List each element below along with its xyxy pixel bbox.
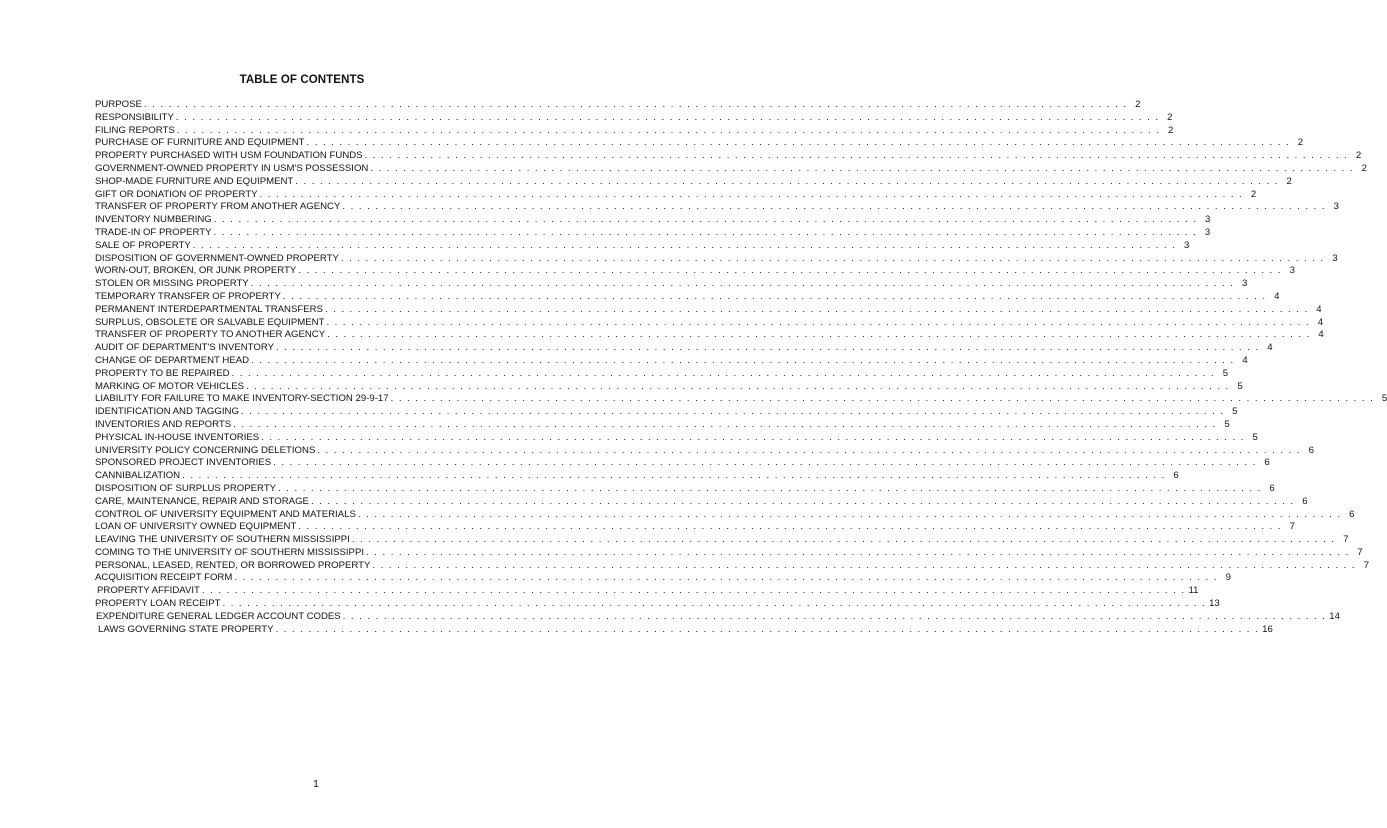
toc-entry-page: 2 xyxy=(1286,175,1292,187)
toc-entry-page: 9 xyxy=(1225,572,1231,584)
toc-entry-page: 5 xyxy=(1381,393,1387,405)
toc-entry-label: SALE OF PROPERTY xyxy=(95,239,191,251)
toc-entry xyxy=(95,406,1238,419)
toc-leader-dots: . . . . . . . . . . . . . . . . . . . . . . . . . . . . . . . . . . . . . . . . . . . . . . . . . . . . . . . . . . . . . . . . . . . . . . . . . . . . . . . . . . . . . . . . . . . . . . . . . . . . . . . . . . . . . . . . . . . . . . . . xyxy=(250,278,1235,290)
toc-entry xyxy=(95,175,1292,189)
toc-entry-label: SURPLUS, OBSOLETE OR SALVABLE EQUIPMENT xyxy=(95,316,325,328)
toc-entry xyxy=(95,111,1173,125)
toc-entry xyxy=(95,623,1273,637)
toc-leader-dots: . . . . . . . . . . . . . . . . . . . . . . . . . . . . . . . . . . . . . . . . . . . . . . . . . . . . . . . . . . . . . . . . . . . . . . . . . . . . . . . . . . . . . . . . . . . . . . . . . . . . . . . . . . . . . . . . . . . . . . . . xyxy=(366,546,1350,558)
toc-leader-dots: . . . . . . . . . . . . . . . . . . . . . . . . . . . . . . . . . . . . . . . . . . . . . . . . . . . . . . . . . . . . . . . . . . . . . . . . . . . . . . . . . . . . . . . . . . . . . . . . . . . . . . . . . . . . . . . . . . . . . . . . xyxy=(351,534,1336,546)
toc-entry-label: CONTROL OF UNIVERSITY EQUIPMENT AND MATERIALS xyxy=(95,508,356,520)
toc-entry-label: LOAN OF UNIVERSITY OWNED EQUIPMENT xyxy=(95,521,297,533)
toc-entry-page: 16 xyxy=(1262,623,1273,635)
toc-entry-page: 2 xyxy=(1361,162,1367,174)
toc-entry-label: INVENTORIES AND REPORTS xyxy=(95,418,232,430)
toc-entry-page: 6 xyxy=(1269,482,1275,494)
toc-entry-page: 2 xyxy=(1168,124,1174,136)
toc-entry-page: 2 xyxy=(1297,137,1304,149)
toc-entry xyxy=(95,546,1363,560)
toc-entry-label: CARE, MAINTENANCE, REPAIR AND STORAGE xyxy=(95,495,309,507)
toc-entry-page: 3 xyxy=(1184,239,1190,251)
toc-leader-dots: . . . . . . . . . . . . . . . . . . . . . . . . . . . . . . . . . . . . . . . . . . . . . . . . . . . . . . . . . . . . . . . . . . . . . . . . . . . . . . . . . . . . . . . . . . . . . . . . . . . . . . . . . . . . . . . . . . . . . . . . xyxy=(324,303,1309,315)
toc-leader-dots: . . . . . . . . . . . . . . . . . . . . . . . . . . . . . . . . . . . . . . . . . . . . . . . . . . . . . . . . . . . . . . . . . . . . . . . . . . . . . . . . . . . . . . . . . . . . . . . . . . . . . . . . . . . . . . . . . . . . . . . . xyxy=(298,521,1282,533)
toc-entry-page: 4 xyxy=(1317,316,1324,328)
toc-entry xyxy=(95,470,1179,483)
toc-leader-dots: . . . . . . . . . . . . . . . . . . . . . . . . . . . . . . . . . . . . . . . . . . . . . . . . . . . . . . . . . . . . . . . . . . . . . . . . . . . . . . . . . . . . . . . . . . . . . . . . . . . . . . . . . . . . . . . . . . . . . . . . xyxy=(246,380,1230,392)
toc-leader-dots: . . . . . . . . . . . . . . . . . . . . . . . . . . . . . . . . . . . . . . . . . . . . . . . . . . . . . . . . . . . . . . . . . . . . . . . . . . . . . . . . . . . . . . . . . . . . . . . . . . . . . . . . . . . . . . . . . . . . . . . . xyxy=(370,162,1354,174)
toc-entry-page: 5 xyxy=(1222,367,1229,379)
toc-leader-dots: . . . . . . . . . . . . . . . . . . . . . . . . . . . . . . . . . . . . . . . . . . . . . . . . . . . . . . . . . . . . . . . . . . . . . . . . . . . . . . . . . . . . . . . . . . . . . . . . . . . . . . . . . . . . . . . . . . . . . . . . xyxy=(327,329,1311,341)
toc-entry-page: 3 xyxy=(1241,278,1248,290)
toc-leader-dots: . . . . . . . . . . . . . . . . . . . . . . . . . . . . . . . . . . . . . . . . . . . . . . . . . . . . . . . . . . . . . . . . . . . . . . . . . . . . . . . . . . . . . . . . . . . . . . . . . . . . . . . . . . . . . . . . . . . . . . . . xyxy=(298,265,1282,277)
toc-entry xyxy=(95,444,1314,458)
toc-entry-label: SHOP-MADE FURNITURE AND EQUIPMENT xyxy=(95,175,294,187)
toc-entry-label: UNIVERSITY POLICY CONCERNING DELETIONS xyxy=(95,444,316,456)
toc-entry-label: SPONSORED PROJECT INVENTORIES xyxy=(95,457,272,469)
toc-entry-page: 6 xyxy=(1264,457,1270,469)
toc-entry xyxy=(95,418,1230,432)
toc-entry xyxy=(95,380,1243,394)
toc-entry-page: 4 xyxy=(1274,290,1280,302)
toc-entry-page: 7 xyxy=(1357,546,1363,558)
toc-entry xyxy=(95,559,1370,573)
toc-entry xyxy=(95,495,1308,509)
toc-entry-label: PERMANENT INTERDEPARTMENTAL TRANSFERS xyxy=(95,303,323,315)
toc-entry-page: 6 xyxy=(1349,508,1355,520)
toc-entry xyxy=(95,188,1257,202)
toc-leader-dots: . . . . . . . . . . . . . . . . . . . . . . . . . . . . . . . . . . . . . . . . . . . . . . . . . . . . . . . . . . . . . . . . . . . . . . . . . . . . . . . . . . . . . . . . . . . . . . . . . . . . . . . . . . . . . . . . . . . . . . . . xyxy=(340,252,1325,264)
toc-entry-page: 4 xyxy=(1318,329,1324,341)
toc-leader-dots: . . . . . . . . . . . . . . . . . . . . . . . . . . . . . . . . . . . . . . . . . . . . . . . . . . . . . . . . . . . . . . . . . . . . . . . . . . . . . . . . . . . . . . . . . . . . . . . . . . . . . . . . . . . . . . . . . . . . . . . . xyxy=(326,316,1311,328)
toc-entry xyxy=(95,585,1199,598)
toc-list xyxy=(95,99,1387,636)
toc-entry-label: PROPERTY TO BE REPAIRED xyxy=(95,367,230,379)
toc-entry-label: DISPOSITION OF SURPLUS PROPERTY xyxy=(95,482,277,494)
toc-entry-page: 5 xyxy=(1252,431,1258,443)
toc-leader-dots: . . . . . . . . . . . . . . . . . . . . . . . . . . . . . . . . . . . . . . . . . . . . . . . . . . . . . . . . . . . . . . . . . . . . . . . . . . . . . . . . . . . . . . . . . . . . . . . . . . . . . . . . . . . . . . . . . . . . . . . . xyxy=(259,188,1244,200)
toc-leader-dots: . . . . . . . . . . . . . . . . . . . . . . . . . . . . . . . . . . . . . . . . . . . . . . . . . . . . . . . . . . . . . . . . . . . . . . . . . . . . . . . . . . . . . . . . . . . . . . . . . . . . . . . . . . . . . . . . . . . . . . . . xyxy=(357,508,1342,520)
toc-entry-label: TRANSFER OF PROPERTY FROM ANOTHER AGENCY xyxy=(95,201,341,213)
toc-entry xyxy=(95,457,1270,470)
toc-entry-label: DISPOSITION OF GOVERNMENT-OWNED PROPERTY xyxy=(95,252,339,264)
toc-leader-dots: . . . . . . . . . . . . . . . . . . . . . . . . . . . . . . . . . . . . . . . . . . . . . . . . . . . . . . . . . . . . . . . . . . . . . . . . . . . . . . . . . . . . . . . . . . . . . . . . . . . . . . . . . . . . . . . . . . . . . . . . xyxy=(273,457,1257,469)
toc-entry xyxy=(95,572,1231,585)
toc-entry-label: INVENTORY NUMBERING xyxy=(95,214,212,226)
toc-entry-label: IDENTIFICATION AND TAGGING xyxy=(95,406,239,418)
toc-entry-page: 6 xyxy=(1308,444,1314,456)
toc-entry xyxy=(95,354,1248,368)
toc-entry-label: EXPENDITURE GENERAL LEDGER ACCOUNT CODES xyxy=(96,610,341,622)
toc-entry-page: 5 xyxy=(1224,418,1230,430)
toc-entry-page: 3 xyxy=(1204,226,1211,238)
toc-entry xyxy=(95,150,1362,163)
toc-entry-label: FILING REPORTS xyxy=(95,124,175,136)
toc-entry xyxy=(95,214,1211,227)
toc-leader-dots: . . . . . . . . . . . . . . . . . . . . . . . . . . . . . . . . . . . . . . . . . . . . . . . . . . . . . . . . . . . . . . . . . . . . . . . . . . . . . . . . . . . . . . . . . . . . . . . . . . . . . . . . . . . . . . . . . . . . . . . . xyxy=(306,137,1291,149)
toc-leader-dots: . . . . . . . . . . . . . . . . . . . . . . . . . . . . . . . . . . . . . . . . . . . . . . . . . . . . . . . . . . . . . . . . . . . . . . . . . . . . . . . . . . . . . . . . . . . . . . . . . . . . . . . . . . . . . . . . . . . . . . . . xyxy=(261,431,1245,443)
toc-entry xyxy=(95,482,1275,496)
toc-entry xyxy=(95,137,1304,150)
toc-entry xyxy=(95,316,1324,330)
toc-entry-label: PROPERTY LOAN RECEIPT xyxy=(95,598,221,610)
toc-leader-dots: . . . . . . . . . . . . . . . . . . . . . . . . . . . . . . . . . . . . . . . . . . . . . . . . . . . . . . . . . . . . . . . . . . . . . . . . . . . . . . . . . . . . . . . . . . . . . . . . . . . . . . . . . . . . . . . . . . . . . . . . xyxy=(310,495,1295,507)
toc-entry-label: CANNIBALIZATION xyxy=(95,470,181,482)
toc-entry-label: PURPOSE xyxy=(95,99,142,110)
toc-entry-page: 5 xyxy=(1232,406,1238,418)
toc-entry-label: GIFT OR DONATION OF PROPERTY xyxy=(95,188,258,200)
toc-entry-page: 13 xyxy=(1209,598,1220,610)
toc-entry xyxy=(95,265,1295,278)
toc-entry-page: 11 xyxy=(1188,585,1199,597)
page-number: 1 xyxy=(313,778,319,790)
toc-entry xyxy=(95,124,1174,138)
toc-leader-dots: . . . . . . . . . . . . . . . . . . . . . . . . . . . . . . . . . . . . . . . . . . . . . . . . . . . . . . . . . . . . . . . . . . . . . . . . . . . . . . . . . . . . . . . . . . . . . . . . . . . . . . . . . . . . . . . . . . . . . . . . xyxy=(372,559,1357,571)
toc-entry xyxy=(95,290,1280,304)
toc-entry-page: 3 xyxy=(1332,252,1338,264)
toc-entry-page: 3 xyxy=(1289,265,1295,277)
toc-entry-label: WORN-OUT, BROKEN, OR JUNK PROPERTY xyxy=(95,265,297,277)
toc-entry-label: GOVERNMENT-OWNED PROPERTY IN USM'S POSSESSION xyxy=(95,162,369,174)
toc-entry xyxy=(95,162,1367,176)
toc-entry-label: PROPERTY PURCHASED WITH USM FOUNDATION FUNDS xyxy=(95,150,363,162)
toc-entry-page: 3 xyxy=(1333,201,1339,213)
toc-entry-label: ACQUISITION RECEIPT FORM xyxy=(95,572,233,584)
toc-leader-dots: . . . . . . . . . . . . . . . . . . . . . . . . . . . . . . . . . . . . . . . . . . . . . . . . . . . . . . . . . . . . . . . . . . . . . . . . . . . . . . . . . . . . . . . . . . . . . . . . . . . . . . . . . . . . . . . . . . . . . . . . xyxy=(390,393,1375,405)
toc-entry-label: COMING TO THE UNIVERSITY OF SOUTHERN MISSISSIPPI xyxy=(95,546,365,558)
toc-entry xyxy=(95,329,1324,342)
toc-entry xyxy=(95,610,1340,624)
toc-entry-label: TEMPORARY TRANSFER OF PROPERTY xyxy=(95,290,281,302)
toc-entry xyxy=(95,598,1220,611)
toc-entry-label: PHYSICAL IN-HOUSE INVENTORIES xyxy=(95,431,260,443)
toc-leader-dots: . . . . . . . . . . . . . . . . . . . . . . . . . . . . . . . . . . . . . . . . . . . . . . . . . . . . . . . . . . . . . . . . . . . . . . . . . . . . . . . . . . . . . . . . . . . . . . . . . . . . . . . . . . . . . . . . . . . . . . . . xyxy=(342,610,1327,622)
toc-entry-label: PROPERTY AFFIDAVIT xyxy=(97,585,200,597)
toc-entry xyxy=(95,521,1295,534)
toc-entry xyxy=(95,367,1229,381)
toc-entry xyxy=(95,201,1339,214)
toc-entry-label: LIABILITY FOR FAILURE TO MAKE INVENTORY-SECTION 29-9-17 xyxy=(95,393,389,405)
toc-entry-label: LAWS GOVERNING STATE PROPERTY xyxy=(98,623,274,635)
toc-entry-page: 2 xyxy=(1250,188,1257,200)
toc-leader-dots: . . . . . . . . . . . . . . . . . . . . . . . . . . . . . . . . . . . . . . . . . . . . . . . . . . . . . . . . . . . . . . . . . . . . . . . . . . . . . . . . . . . . . . . . . . . . . . . . . . . . . . . . . . . . . . . . . . . . . . . . xyxy=(251,354,1235,366)
toc-entry-page: 7 xyxy=(1363,559,1370,571)
toc-entry xyxy=(95,278,1248,291)
toc-entry-page: 7 xyxy=(1289,521,1295,533)
toc-entry-page: 7 xyxy=(1343,534,1349,546)
toc-entry-label: PERSONAL, LEASED, RENTED, OR BORROWED PROPERTY xyxy=(95,559,371,571)
toc-entry xyxy=(95,239,1190,253)
toc-entry-label: LEAVING THE UNIVERSITY OF SOUTHERN MISSISSIPPI xyxy=(95,534,350,546)
toc-entry-page: 4 xyxy=(1242,354,1248,366)
toc-entry-page: 14 xyxy=(1329,610,1340,622)
toc-leader-dots: . . . . . . . . . . . . . . . . . . . . . . . . . . . . . . . . . . . . . . . . . . . . . . . . . . . . . . . . . . . . . . . . . . . . . . . . . . . . . . . . . . . . . . . . . . . . . . . . . . . . . . . . . . . . . . . . . . . . . . . . xyxy=(240,406,1225,418)
toc-entry-page: 6 xyxy=(1173,470,1179,482)
toc-leader-dots: . . . . . . . . . . . . . . . . . . . . . . . . . . . . . . . . . . . . . . . . . . . . . . . . . . . . . . . . . . . . . . . . . . . . . . . . . . . . . . . . . . . . . . . . . . . . . . . . . . . . . . . . . . . . . . . . . . . . . . . . xyxy=(213,214,1198,226)
toc-leader-dots: . . . . . . . . . . . . . . . . . . . . . . . . . . . . . . . . . . . . . . . . . . . . . . . . . . . . . . . . . . . . . . . . . . . . . . . . . . . . . . . . . . . . . . . . . . . . . . . . . . . . . . . . . . . . . . . . . . . . . . . . xyxy=(282,290,1267,302)
toc-leader-dots: . . . . . . . . . . . . . . . . . . . . . . . . . . . . . . . . . . . . . . . . . . . . . . . . . . . . . . . . . . . . . . . . . . . . . . . . . . . . . . . . . . . . . . . . . . . . . . . . . . . . . . . . . . . . . . . . . . . . . . . . xyxy=(295,175,1279,187)
toc-entry-label: RESPONSIBILITY xyxy=(95,111,174,123)
toc-entry-label: CHANGE OF DEPARTMENT HEAD xyxy=(95,354,250,366)
toc-entry-page: 4 xyxy=(1267,342,1273,354)
toc-leader-dots: . . . . . . . . . . . . . . . . . . . . . . . . . . . . . . . . . . . . . . . . . . . . . . . . . . . . . . . . . . . . . . . . . . . . . . . . . . . . . . . . . . . . . . . . . . . . . . . . . . . . . . . . . . . . . . . . . . . . . . . . xyxy=(275,623,1260,635)
toc-entry-label: PURCHASE OF FURNITURE AND EQUIPMENT xyxy=(95,137,305,149)
toc-entry-page: 2 xyxy=(1135,99,1141,110)
toc-entry-page: 3 xyxy=(1205,214,1211,226)
toc-leader-dots: . . . . . . . . . . . . . . . . . . . . . . . . . . . . . . . . . . . . . . . . . . . . . . . . . . . . . . . . . . . . . . . . . . . . . . . . . . . . . . . . . . . . . . . . . . . . . . . . . . . . . . . . . . . . . . . . . . . . . . . . xyxy=(364,150,1349,162)
toc-leader-dots: . . . . . . . . . . . . . . . . . . . . . . . . . . . . . . . . . . . . . . . . . . . . . . . . . . . . . . . . . . . . . . . . . . . . . . . . . . . . . . . . . . . . . . . . . . . . . . . . . . . . . . . . . . . . . . . . . . . . . . . . xyxy=(213,226,1198,238)
toc-entry-label: MARKING OF MOTOR VEHICLES xyxy=(95,380,245,392)
toc-leader-dots: . . . . . . . . . . . . . . . . . . . . . . . . . . . . . . . . . . . . . . . . . . . . . . . . . . . . . . . . . . . . . . . . . . . . . . . . . . . . . . . . . . . . . . . . . . . . . . . . . . . . . . . . . . . . . . . . . . . . . . . . xyxy=(182,470,1166,482)
toc-leader-dots: . . . . . . . . . . . . . . . . . . . . . . . . . . . . . . . . . . . . . . . . . . . . . . . . . . . . . . . . . . . . . . . . . . . . . . . . . . . . . . . . . . . . . . . . . . . . . . . . . . . . . . . . . . . . . . . . . . . . . . . . xyxy=(234,572,1218,584)
toc-leader-dots: . . . . . . . . . . . . . . . . . . . . . . . . . . . . . . . . . . . . . . . . . . . . . . . . . . . . . . . . . . . . . . . . . . . . . . . . . . . . . . . . . . . . . . . . . . . . . . . . . . . . . . . . . . . . . . . . . . . . . . . . xyxy=(143,99,1128,110)
toc-leader-dots: . . . . . . . . . . . . . . . . . . . . . . . . . . . . . . . . . . . . . . . . . . . . . . . . . . . . . . . . . . . . . . . . . . . . . . . . . . . . . . . . . . . . . . . . . . . . . . . . . . . . . . . . . . . . . . . . . . . . . . . . xyxy=(175,111,1160,123)
toc-leader-dots: . . . . . . . . . . . . . . . . . . . . . . . . . . . . . . . . . . . . . . . . . . . . . . . . . . . . . . . . . . . . . . . . . . . . . . . . . . . . . . . . . . . . . . . . . . . . . . . . . . . . . . . . . . . . . . . . . . . . . . . . xyxy=(342,201,1326,213)
page-title: TABLE OF CONTENTS xyxy=(239,74,365,86)
toc-entry-label: TRADE-IN OF PROPERTY xyxy=(95,226,212,238)
toc-leader-dots: . . . . . . . . . . . . . . . . . . . . . . . . . . . . . . . . . . . . . . . . . . . . . . . . . . . . . . . . . . . . . . . . . . . . . . . . . . . . . . . . . . . . . . . . . . . . . . . . . . . . . . . . . . . . . . . . . . . . . . . . xyxy=(176,124,1161,136)
toc-leader-dots: . . . . . . . . . . . . . . . . . . . . . . . . . . . . . . . . . . . . . . . . . . . . . . . . . . . . . . . . . . . . . . . . . . . . . . . . . . . . . . . . . . . . . . . . . . . . . . . . . . . . . . . . . . . . . . . . . . . . . . . . xyxy=(276,342,1260,354)
toc-entry xyxy=(95,226,1211,240)
toc-entry-page: 2 xyxy=(1355,150,1362,162)
toc-entry-label: AUDIT OF DEPARTMENT'S INVENTORY xyxy=(95,342,274,354)
toc-entry xyxy=(95,342,1273,355)
toc-leader-dots: . . . . . . . . . . . . . . . . . . . . . . . . . . . . . . . . . . . . . . . . . . . . . . . . . . . . . . . . . . . . . . . . . . . . . . . . . . . . . . . . . . . . . . . . . . . . . . . . . . . . . . . . . . . . . . . . . . . . . . . . xyxy=(231,367,1216,379)
toc-entry xyxy=(95,252,1338,266)
toc-entry-label: STOLEN OR MISSING PROPERTY xyxy=(95,278,249,290)
toc-entry xyxy=(95,393,1387,406)
toc-entry-page: 5 xyxy=(1237,380,1243,392)
toc-entry xyxy=(95,303,1322,317)
toc-entry xyxy=(95,99,1141,112)
toc-leader-dots: . . . . . . . . . . . . . . . . . . . . . . . . . . . . . . . . . . . . . . . . . . . . . . . . . . . . . . . . . . . . . . . . . . . . . . . . . . . . . . . . . . . . . . . . . . . . . . . . . . . . . . . . . . . . . . . . . . . . . . . . xyxy=(278,482,1262,494)
toc-leader-dots: . . . . . . . . . . . . . . . . . . . . . . . . . . . . . . . . . . . . . . . . . . . . . . . . . . . . . . . . . . . . . . . . . . . . . . . . . . . . . . . . . . . . . . . . . . . . . . . . . . . . . . . . . . . . . . . . . . . . . . . . xyxy=(222,598,1207,610)
toc-leader-dots: . . . . . . . . . . . . . . . . . . . . . . . . . . . . . . . . . . . . . . . . . . . . . . . . . . . . . . . . . . . . . . . . . . . . . . . . . . . . . . . . . . . . . . . . . . . . . . . . . . . . . . . . . . . . . . . . . . . . . . . . xyxy=(317,444,1301,456)
toc-entry-page: 2 xyxy=(1167,111,1173,123)
toc-leader-dots: . . . . . . . . . . . . . . . . . . . . . . . . . . . . . . . . . . . . . . . . . . . . . . . . . . . . . . . . . . . . . . . . . . . . . . . . . . . . . . . . . . . . . . . . . . . . . . . . . . . . . . . . . . . . . . . . . . . . . . . . xyxy=(192,239,1177,251)
toc-entry-page: 6 xyxy=(1302,495,1308,507)
toc-entry-label: TRANSFER OF PROPERTY TO ANOTHER AGENCY xyxy=(95,329,326,341)
toc-leader-dots: . . . . . . . . . . . . . . . . . . . . . . . . . . . . . . . . . . . . . . . . . . . . . . . . . . . . . . . . . . . . . . . . . . . . . . . . . . . . . . . . . . . . . . . . . . . . . . . . . . . . . . . . . . . . . . . . . . . . . . . . xyxy=(201,585,1186,597)
toc-entry xyxy=(95,508,1355,522)
toc-entry-page: 4 xyxy=(1316,303,1322,315)
toc-entry xyxy=(95,534,1349,547)
toc-leader-dots: . . . . . . . . . . . . . . . . . . . . . . . . . . . . . . . . . . . . . . . . . . . . . . . . . . . . . . . . . . . . . . . . . . . . . . . . . . . . . . . . . . . . . . . . . . . . . . . . . . . . . . . . . . . . . . . . . . . . . . . . xyxy=(233,418,1217,430)
toc-entry xyxy=(95,431,1258,445)
